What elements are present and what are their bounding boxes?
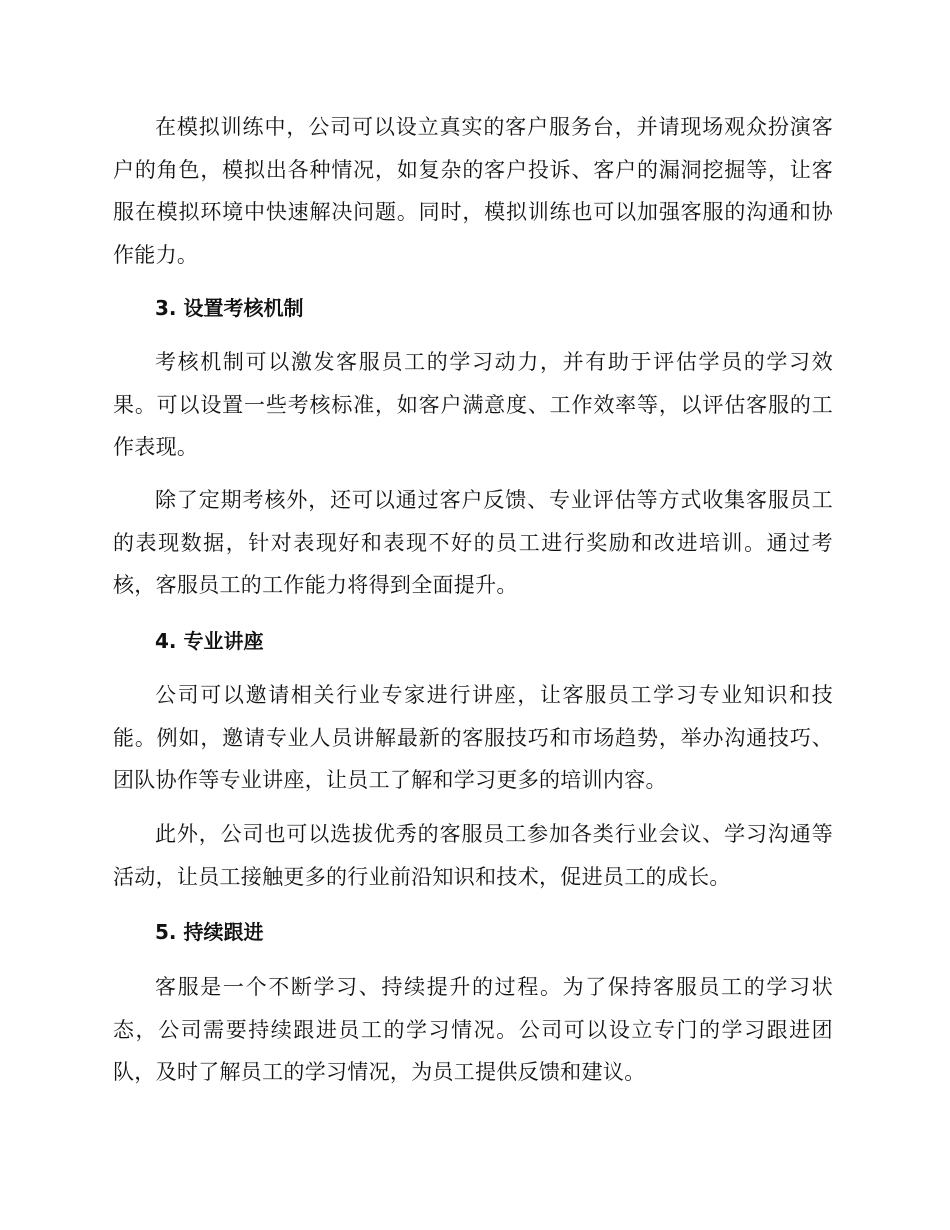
section-heading-assessment — [113, 287, 833, 329]
heading-text: 4. 专业讲座 — [155, 629, 264, 653]
paragraph-text: 在模拟训练中，公司可以设立真实的客户服务台，并请现场观众扮演客户的角色，模拟出各种情况，如复杂的客户投诉、客户的漏洞挖掘等，让客服在模拟环境中快速解决问题。同时，模拟训练也可以加强客服的沟通和协作能力。 — [113, 115, 833, 267]
paragraph-assessment-detail — [113, 479, 833, 607]
paragraph-lectures-intro — [113, 674, 833, 802]
paragraph-text: 考核机制可以激发客服员工的学习动力，并有助于评估学员的学习效果。可以设置一些考核标准，如客户满意度、工作效率等，以评估客服的工作表现。 — [113, 350, 833, 459]
section-heading-lectures — [113, 620, 833, 662]
section-heading-followup — [113, 911, 833, 953]
heading-text: 5. 持续跟进 — [155, 920, 264, 944]
heading-text: 3. 设置考核机制 — [155, 296, 304, 320]
paragraph-assessment-intro — [113, 341, 833, 469]
paragraph-simulation-training — [113, 106, 833, 276]
paragraph-text: 客服是一个不断学习、持续提升的过程。为了保持客服员工的学习状态，公司需要持续跟进员工的学习情况。公司可以设立专门的学习跟进团队，及时了解员工的学习情况，为员工提供反馈和建议。 — [113, 975, 833, 1084]
paragraph-text: 除了定期考核外，还可以通过客户反馈、专业评估等方式收集客服员工的表现数据，针对表现好和表现不好的员工进行奖励和改进培训。通过考核，客服员工的工作能力将得到全面提升。 — [113, 488, 833, 597]
paragraph-lectures-detail — [113, 813, 833, 898]
paragraph-text: 此外，公司也可以选拔优秀的客服员工参加各类行业会议、学习沟通等活动，让员工接触更多的行业前沿知识和技术，促进员工的成长。 — [113, 822, 833, 889]
paragraph-text: 公司可以邀请相关行业专家进行讲座，让客服员工学习专业知识和技能。例如，邀请专业人员讲解最新的客服技巧和市场趋势，举办沟通技巧、团队协作等专业讲座，让员工了解和学习更多的培训内容。 — [113, 683, 833, 792]
paragraph-followup — [113, 966, 833, 1094]
